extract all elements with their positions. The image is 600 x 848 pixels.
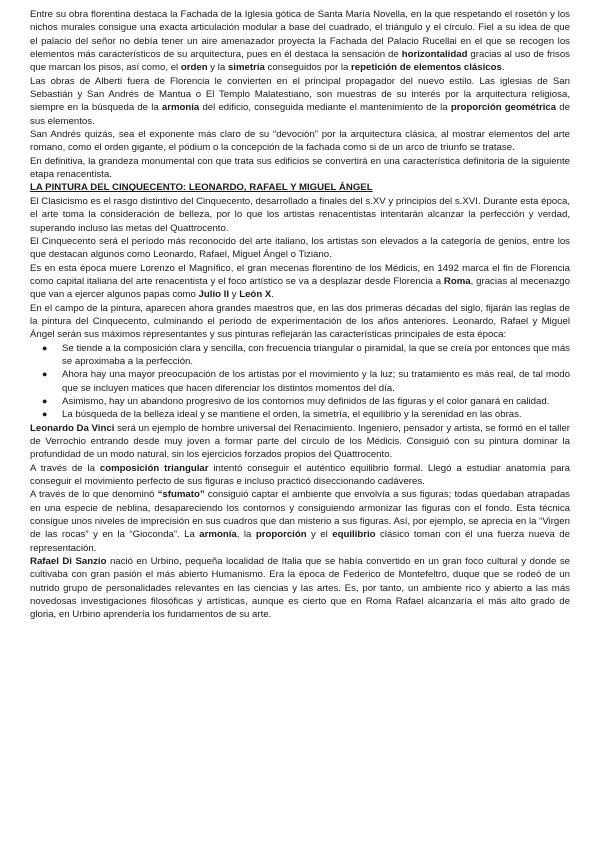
bullet-icon: ● bbox=[42, 395, 48, 406]
paragraph-composicion-triangular: A través de la composición triangular intentó conseguir el auténtico equilibrio formal. Llegó a estudiar anatomía para conseguir el movimiento perfecto de sus figuras e incluso practicó diseccionando cadáveres. bbox=[30, 462, 570, 488]
paragraph-conclusion: En definitiva, la grandeza monumental con que trata sus edificios se convertirá en una característica definitoria de la siguiente etapa renacentista. bbox=[30, 155, 570, 181]
paragraph-alberti-outside-florence: Las obras de Alberti fuera de Florencia le convierten en el principal propagador del nuevo estilo. Las iglesias de San Sebastián y San Andrés de Mantua o El Templo Malatestiano, son muestras de su interés por la arquitectura religiosa, siempre en la búsqueda de la armonía del edificio, conseguida mediante el mantenimiento de la proporción geométrica de sus elementos. bbox=[30, 75, 570, 127]
paragraph-roma-mecenazgo: Es en esta época muere Lorenzo el Magnífico, el gran mecenas florentino de los Médicis, en 1492 marca el fin de Florencia como capital italiana del arte renacentista y el foco artístico se va a desplazar desde Florencia a Roma, gracias al mecenazgo que van a ejercer algunos papas como Julio II y León X. bbox=[30, 262, 570, 301]
paragraph-san-andres: San Andrés quizás, sea el exponente más claro de su “devoción” por la arquitectura clásica, al mostrar elementos del arte romano, como el orden gigante, el pódium o la concepción de la fachada como si de un arco de triunfo se tratase. bbox=[30, 129, 570, 154]
paragraph-pintura-intro: En el campo de la pintura, aparecen ahora grandes maestros que, en las dos primeras décadas del siglo, fijarán las reglas de la pintura del Cinquecento, culminando el período de experimentación de los años anteriores. Leonardo, Rafael y Miguel Ángel serán sus máximos representantes y sus pinturas reflejarán las características principales de esta época: bbox=[30, 302, 570, 341]
bullet-icon: ● bbox=[42, 342, 48, 353]
list-item: ● Ahora hay una mayor preocupación de los artistas por el movimiento y la luz; su tratamiento es más real, de tal modo que se incluyen matices que hacen diferenciar los distintos momentos del día. bbox=[42, 369, 570, 394]
characteristics-list bbox=[30, 342, 570, 422]
paragraph-sfumato: A través de lo que denominó “sfumato” consiguió captar el ambiente que envolvía a sus figuras; todas quedaban atrapadas en una especie de neblina, desapareciendo los contornos y consiguiendo armonizar las figuras con el fondo. Esta técnica consigue unos niveles de imprecisión en sus cuadros que dan misterio a sus figuras. Así, por ejemplo, se aprecia en la “Virgen de las rocas” y en la “Gioconda”. La armonía, la proporción y el equilibrio clásico toman con él una fuerza nueva de representación. bbox=[30, 489, 571, 554]
bullet-icon: ● bbox=[42, 369, 48, 380]
paragraph-cinquecento-genios: El Cinquecento será el período más reconocido del arte italiano, los artistas son elevados a la categoría de genios, entre los que destacan algunos como Leonardo, Rafael, Miguel Ángel o Tiziano. bbox=[30, 235, 570, 261]
paragraph-leonardo: Leonardo Da Vinci será un ejemplo de hombre universal del Renacimiento. Ingeniero, pensador y artista, se formó en el taller de Verrochio entrando desde muy joven a formar parte del círculo de los Médicis. Consiguió con su pintura dominar la profundidad de un modo natural, sin los ejercicios forzados propios del Quattrocento. bbox=[30, 422, 571, 461]
list-item: ● Se tiende a la composición clara y sencilla, con frecuencia triangular o piramidal, la que se creía por entonces que más se aproximaba a la perfección. bbox=[42, 342, 570, 367]
bullet-icon: ● bbox=[42, 409, 48, 420]
paragraph-santa-maria-novella: Entre su obra florentina destaca la Fachada de la Iglesia gótica de Santa María Novella, en la que respetando el rosetón y los nichos murales consigue una exacta articulación modular a base del cuadrado, el triángulo y el círculo. Fiel a su idea de que el palacio del señor no debía tener un aire amenazador proyecta la Fachada del Palacio Rucellai en el que se recogen los elementos más característicos de su arquitectura, pues en él destaca la sensación de horizontalidad gracias al uso de frisos que marcan los pisos, así como, el orden y la simetría conseguidos por la repetición de elementos clásicos. bbox=[30, 9, 570, 74]
list-item: ● La búsqueda de la belleza ideal y se mantiene el orden, la simetría, el equilibrio y la serenidad en las obras. bbox=[42, 409, 522, 421]
paragraph-clasicismo: El Clasicismo es el rasgo distintivo del Cinquecento, desarrollado a finales del s.XV y principios del s.XVI. Durante esta época, el arte toma la consideración de belleza, por lo que los artistas renacentistas intentarán alcanzar la perfección y verdad, superando incluso las metas del Quattrocento. bbox=[30, 195, 570, 234]
list-item: ● Asimismo, hay un abandono progresivo de los contornos muy definidos de las figuras y el color ganará en calidad. bbox=[42, 395, 550, 407]
paragraph-rafael: Rafael Di Sanzio nació en Urbino, pequeña localidad de Italia que se había convertido en un gran foco cultural y donde se cultivaba con gran pasión el más abierto Humanismo. Era la época de Federico de Montefeltro, duque que se rodeó de un nutrido grupo de personalidades relevantes en las ciencias y las artes. Es, por tanto, un ambiente rico y abierto a las más novedosas investigaciones filosóficas y artísticas, aunque es cierto que en Roma Rafael alcanzaría el más alto grado de gloria, en Urbino aprendería los fundamentos de su arte. bbox=[30, 556, 570, 621]
section-heading-cinquecento: LA PINTURA DEL CINQUECENTO: LEONARDO, RAFAEL Y MIGUEL ÁNGEL bbox=[30, 182, 373, 194]
